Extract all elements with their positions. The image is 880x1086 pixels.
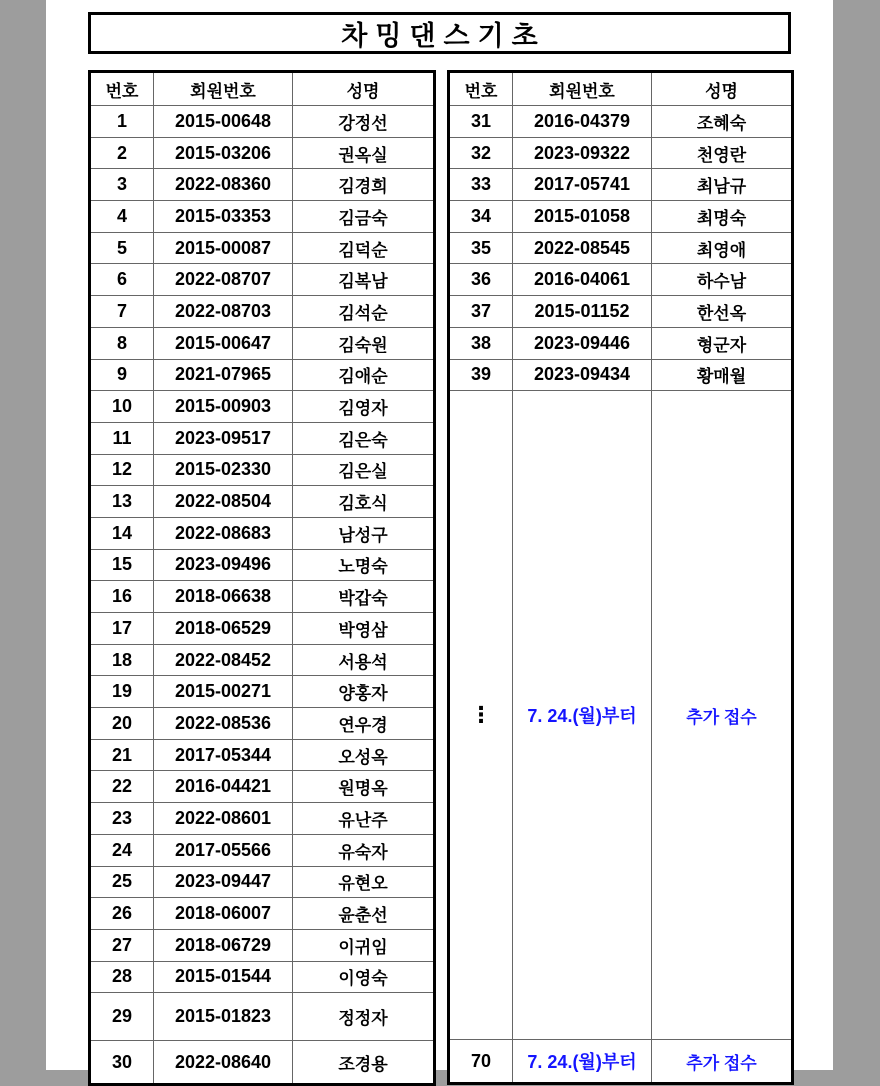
member-row bbox=[90, 486, 435, 518]
cell-member_no: 2018-06729 bbox=[154, 929, 293, 961]
member-row bbox=[90, 676, 435, 708]
cell-name: 권옥실 bbox=[293, 137, 435, 169]
cell-name: 김은실 bbox=[293, 454, 435, 486]
cell-no: 10 bbox=[90, 391, 154, 423]
member-row bbox=[90, 771, 435, 803]
member-row bbox=[90, 803, 435, 835]
cell-name: 연우경 bbox=[293, 708, 435, 740]
member-row bbox=[90, 1041, 435, 1085]
cell-name: 김영자 bbox=[293, 391, 435, 423]
cell-no: 23 bbox=[90, 803, 154, 835]
member-row bbox=[90, 898, 435, 930]
member-row bbox=[90, 169, 435, 201]
cell-member_no: 2016-04061 bbox=[513, 264, 652, 296]
cell-no: 29 bbox=[90, 993, 154, 1041]
cell-no: 1 bbox=[90, 106, 154, 138]
cell-no: 3 bbox=[90, 169, 154, 201]
cell-member_no: 2022-08640 bbox=[154, 1041, 293, 1085]
cell-name: 원명옥 bbox=[293, 771, 435, 803]
cell-member_no: 2023-09446 bbox=[513, 327, 652, 359]
cell-no: 34 bbox=[449, 201, 513, 233]
cell-member_no: 2022-08536 bbox=[154, 708, 293, 740]
cell-member_no: 7. 24.(월)부터 bbox=[513, 391, 652, 1040]
member-row bbox=[90, 454, 435, 486]
cell-member_no: 2022-08703 bbox=[154, 296, 293, 328]
cell-no: 33 bbox=[449, 169, 513, 201]
cell-name: 추가 접수 bbox=[652, 1040, 793, 1084]
cell-name: 유현오 bbox=[293, 866, 435, 898]
header-member-no: 회원번호 bbox=[513, 72, 652, 106]
member-row bbox=[90, 137, 435, 169]
member-row bbox=[90, 391, 435, 423]
cell-name: 유숙자 bbox=[293, 834, 435, 866]
member-table-left bbox=[88, 70, 436, 1086]
member-row bbox=[90, 866, 435, 898]
header-name: 성명 bbox=[652, 72, 793, 106]
cell-name: 이영숙 bbox=[293, 961, 435, 993]
member-row bbox=[90, 929, 435, 961]
cell-name: 박갑숙 bbox=[293, 581, 435, 613]
header-no: 번호 bbox=[90, 72, 154, 106]
cell-no: 6 bbox=[90, 264, 154, 296]
cell-member_no: 2015-00648 bbox=[154, 106, 293, 138]
header-row bbox=[90, 72, 435, 106]
viewer-margin-right bbox=[833, 0, 880, 1070]
cell-no: 12 bbox=[90, 454, 154, 486]
member-row bbox=[90, 708, 435, 740]
cell-name: 하수남 bbox=[652, 264, 793, 296]
cell-name: 김석순 bbox=[293, 296, 435, 328]
cell-no: 26 bbox=[90, 898, 154, 930]
cell-member_no: 2015-01823 bbox=[154, 993, 293, 1041]
vertical-ellipsis-icon: ⋮ bbox=[470, 701, 492, 727]
cell-no: 11 bbox=[90, 422, 154, 454]
cell-name: 김숙원 bbox=[293, 327, 435, 359]
cell-no: 32 bbox=[449, 137, 513, 169]
cell-member_no: 2016-04421 bbox=[154, 771, 293, 803]
cell-no: 4 bbox=[90, 201, 154, 233]
cell-no: 37 bbox=[449, 296, 513, 328]
cell-name: 강정선 bbox=[293, 106, 435, 138]
cell-name: 서용석 bbox=[293, 644, 435, 676]
member-row bbox=[90, 422, 435, 454]
cell-member_no: 2017-05741 bbox=[513, 169, 652, 201]
member-row bbox=[90, 327, 435, 359]
cell-member_no: 2023-09434 bbox=[513, 359, 652, 391]
cell-no bbox=[449, 391, 513, 1040]
member-row bbox=[90, 232, 435, 264]
cell-member_no: 2023-09496 bbox=[154, 549, 293, 581]
cell-name: 박영삼 bbox=[293, 613, 435, 645]
cell-member_no: 2022-08452 bbox=[154, 644, 293, 676]
cell-no: 14 bbox=[90, 517, 154, 549]
member-row bbox=[449, 296, 793, 328]
member-row bbox=[90, 834, 435, 866]
cell-member_no: 2018-06529 bbox=[154, 613, 293, 645]
cell-name: 김덕순 bbox=[293, 232, 435, 264]
cell-member_no: 2015-00903 bbox=[154, 391, 293, 423]
cell-member_no: 2023-09447 bbox=[154, 866, 293, 898]
member-row bbox=[90, 613, 435, 645]
member-row bbox=[90, 581, 435, 613]
document-page bbox=[46, 0, 833, 1074]
member-row bbox=[90, 993, 435, 1041]
member-table-right bbox=[447, 70, 794, 1085]
page-title: 차밍댄스기초 bbox=[341, 20, 546, 51]
member-row bbox=[449, 106, 793, 138]
cell-no: 30 bbox=[90, 1041, 154, 1085]
header-row bbox=[449, 72, 793, 106]
member-row bbox=[449, 327, 793, 359]
member-row bbox=[90, 201, 435, 233]
cell-name: 최명숙 bbox=[652, 201, 793, 233]
cell-no: 70 bbox=[449, 1040, 513, 1084]
cell-name: 정정자 bbox=[293, 993, 435, 1041]
cell-no: 20 bbox=[90, 708, 154, 740]
cell-name: 윤춘선 bbox=[293, 898, 435, 930]
cell-member_no: 2015-01152 bbox=[513, 296, 652, 328]
cell-name: 추가 접수 bbox=[652, 391, 793, 1040]
cell-no: 28 bbox=[90, 961, 154, 993]
cell-name: 황매월 bbox=[652, 359, 793, 391]
cell-name: 김경희 bbox=[293, 169, 435, 201]
cell-no: 31 bbox=[449, 106, 513, 138]
cell-member_no: 2018-06007 bbox=[154, 898, 293, 930]
cell-name: 최영애 bbox=[652, 232, 793, 264]
cell-name: 김은숙 bbox=[293, 422, 435, 454]
cell-no: 25 bbox=[90, 866, 154, 898]
cell-member_no: 2015-00647 bbox=[154, 327, 293, 359]
page-title-box bbox=[88, 12, 791, 54]
cell-member_no: 2022-08683 bbox=[154, 517, 293, 549]
cell-name: 남성구 bbox=[293, 517, 435, 549]
cell-no: 38 bbox=[449, 327, 513, 359]
member-row bbox=[90, 106, 435, 138]
cell-member_no: 2022-08545 bbox=[513, 232, 652, 264]
cell-no: 21 bbox=[90, 739, 154, 771]
viewer-margin-left bbox=[0, 0, 46, 1070]
cell-member_no: 2015-01058 bbox=[513, 201, 652, 233]
cell-member_no: 2018-06638 bbox=[154, 581, 293, 613]
header-no: 번호 bbox=[449, 72, 513, 106]
cell-name: 최남규 bbox=[652, 169, 793, 201]
cell-member_no: 2022-08504 bbox=[154, 486, 293, 518]
cell-no: 24 bbox=[90, 834, 154, 866]
member-row bbox=[90, 644, 435, 676]
cell-name: 형군자 bbox=[652, 327, 793, 359]
cell-no: 19 bbox=[90, 676, 154, 708]
cell-member_no: 2015-03353 bbox=[154, 201, 293, 233]
cell-name: 조경용 bbox=[293, 1041, 435, 1085]
cell-name: 조혜숙 bbox=[652, 106, 793, 138]
member-row bbox=[449, 169, 793, 201]
cell-member_no: 2022-08601 bbox=[154, 803, 293, 835]
cell-name: 김금숙 bbox=[293, 201, 435, 233]
gap-row bbox=[449, 391, 793, 1040]
cell-no: 27 bbox=[90, 929, 154, 961]
member-row bbox=[449, 137, 793, 169]
cell-member_no: 2015-02330 bbox=[154, 454, 293, 486]
cell-name: 김애순 bbox=[293, 359, 435, 391]
cell-name: 유난주 bbox=[293, 803, 435, 835]
cell-member_no: 2015-03206 bbox=[154, 137, 293, 169]
cell-member_no: 2015-00271 bbox=[154, 676, 293, 708]
header-member-no: 회원번호 bbox=[154, 72, 293, 106]
member-row bbox=[90, 296, 435, 328]
cell-member_no: 2017-05566 bbox=[154, 834, 293, 866]
cell-name: 김호식 bbox=[293, 486, 435, 518]
cell-name: 양홍자 bbox=[293, 676, 435, 708]
member-row bbox=[90, 549, 435, 581]
member-row bbox=[449, 1040, 793, 1084]
cell-member_no: 2022-08360 bbox=[154, 169, 293, 201]
cell-name: 오성옥 bbox=[293, 739, 435, 771]
header-name: 성명 bbox=[293, 72, 435, 106]
cell-no: 7 bbox=[90, 296, 154, 328]
member-row bbox=[90, 961, 435, 993]
cell-member_no: 2023-09517 bbox=[154, 422, 293, 454]
cell-no: 16 bbox=[90, 581, 154, 613]
cell-member_no: 2015-01544 bbox=[154, 961, 293, 993]
cell-no: 15 bbox=[90, 549, 154, 581]
cell-no: 35 bbox=[449, 232, 513, 264]
cell-name: 이귀임 bbox=[293, 929, 435, 961]
cell-member_no: 2023-09322 bbox=[513, 137, 652, 169]
cell-member_no: 2016-04379 bbox=[513, 106, 652, 138]
member-row bbox=[90, 359, 435, 391]
cell-member_no: 2022-08707 bbox=[154, 264, 293, 296]
cell-member_no: 2015-00087 bbox=[154, 232, 293, 264]
cell-no: 18 bbox=[90, 644, 154, 676]
cell-no: 5 bbox=[90, 232, 154, 264]
cell-member_no: 2021-07965 bbox=[154, 359, 293, 391]
cell-no: 13 bbox=[90, 486, 154, 518]
member-row bbox=[90, 739, 435, 771]
cell-name: 노명숙 bbox=[293, 549, 435, 581]
member-row bbox=[449, 264, 793, 296]
cell-no: 39 bbox=[449, 359, 513, 391]
member-row bbox=[449, 232, 793, 264]
cell-member_no: 2017-05344 bbox=[154, 739, 293, 771]
cell-name: 김복남 bbox=[293, 264, 435, 296]
cell-name: 한선옥 bbox=[652, 296, 793, 328]
member-row bbox=[90, 264, 435, 296]
cell-no: 36 bbox=[449, 264, 513, 296]
cell-no: 8 bbox=[90, 327, 154, 359]
member-row bbox=[449, 201, 793, 233]
member-row bbox=[90, 517, 435, 549]
member-row bbox=[449, 359, 793, 391]
cell-member_no: 7. 24.(월)부터 bbox=[513, 1040, 652, 1084]
cell-no: 17 bbox=[90, 613, 154, 645]
cell-no: 2 bbox=[90, 137, 154, 169]
cell-no: 22 bbox=[90, 771, 154, 803]
cell-name: 천영란 bbox=[652, 137, 793, 169]
cell-no: 9 bbox=[90, 359, 154, 391]
